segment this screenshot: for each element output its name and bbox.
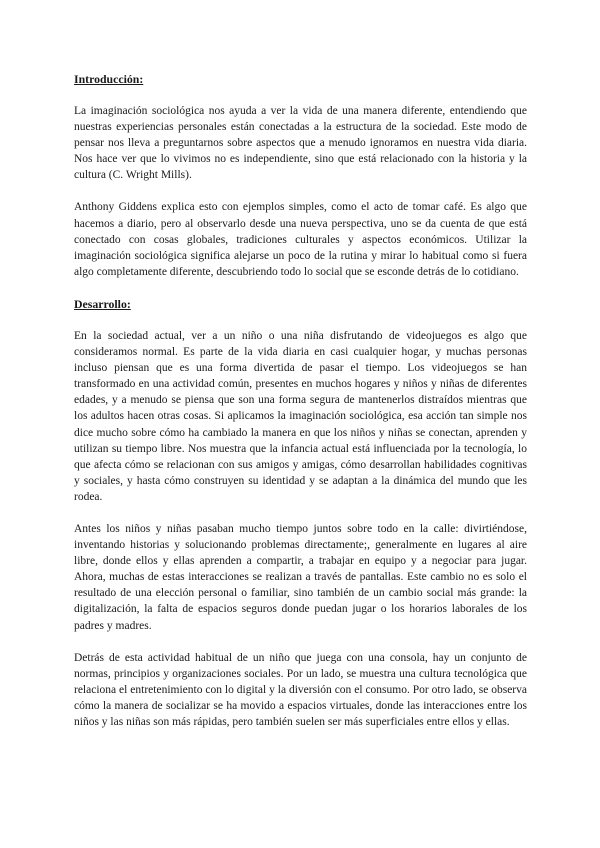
section-heading-desarrollo: Desarrollo: <box>74 296 131 311</box>
section-desarrollo <box>74 296 527 730</box>
document-body <box>74 71 527 746</box>
paragraph-intro-2: Anthony Giddens explica esto con ejemplos simples, como el acto de tomar café. Es algo que hacemos a diario, pero al observarlo desde una nueva perspectiva, uno se da cuenta de que está conectado con cosas globales, tradiciones culturales y aspectos económicos. Utilizar la imaginación sociológica significa alejarse un poco de la rutina y mirar lo habitual como si fuera algo completamente diferente, descubriendo todo lo social que se esconde detrás de lo cotidiano. <box>74 201 527 278</box>
paragraph-desarrollo-2: Antes los niños y niñas pasaban mucho tiempo juntos sobre todo en la calle: divirtiéndose, inventando historias y solucionando problemas directamente;, generalmente en lugares al aire libre, donde ellos y ellas aprenden a compartir, a trabajar en equipo y a negociar para jugar. Ahora, muchas de estas interacciones se realizan a través de pantallas. Este cambio no es solo el resultado de una elección personal o familiar, sino también de un cambio social más grande: la digitalización, la falta de espacios seguros donde puedan jugar o los horarios laborales de los padres y madres. <box>74 522 527 632</box>
paragraph-desarrollo-3: Detrás de esta actividad habitual de un niño que juega con una consola, hay un conjunto de normas, principios y organizaciones sociales. Por un lado, se muestra una cultura tecnológica que relaciona el entretenimiento con lo digital y la diversión con el consumo. Por otro lado, se observa cómo la manera de socializar se ha movido a espacios virtuales, donde las interacciones entre los niños y las niñas son más rápidas, pero también suelen ser más superficiales entre ellos y ellas. <box>74 651 527 728</box>
section-heading-introduccion: Introducción: <box>74 72 144 86</box>
paragraph-intro-1: La imaginación sociológica nos ayuda a ver la vida de una manera diferente, entendiendo que nuestras experiencias personales están conectadas a la estructura de la sociedad. Este modo de pensar nos lleva a preguntarnos sobre aspectos que a menudo ignoramos en nuestra vida diaria. Nos hace ver que lo vivimos no es independiente, sino que está relacionado con la historia y la cultura (C. Wright Mills). <box>74 105 527 182</box>
paragraph-desarrollo-1: En la sociedad actual, ver a un niño o una niña disfrutando de videojuegos es algo que consideramos normal. Es parte de la vida diaria en casi cualquier hogar, y muchas personas incluso piensan que es una forma divertida de pasar el tiempo. Los videojuegos se han transformado en una actividad común, presentes en muchos hogares y niños y niñas de diferentes edades, y a menudo se piensa que son una forma segura de mantenerlos distraídos mientras que los adultos hacen otras cosas. Si aplicamos la imaginación sociológica, esa acción tan simple nos dice mucho sobre cómo ha cambiado la manera en que los niños y niñas se conectan, aprenden y utilizan su tiempo libre. Nos muestra que la infancia actual está influenciada por la tecnología, lo que afecta cómo se relacionan con sus amigos y amigas, cómo desarrollan habilidades cognitivas y sociales, y hasta cómo construyen su identidad y se adaptan a la dinámica del mundo que les rodea. <box>74 329 527 503</box>
section-introduccion <box>74 71 527 280</box>
